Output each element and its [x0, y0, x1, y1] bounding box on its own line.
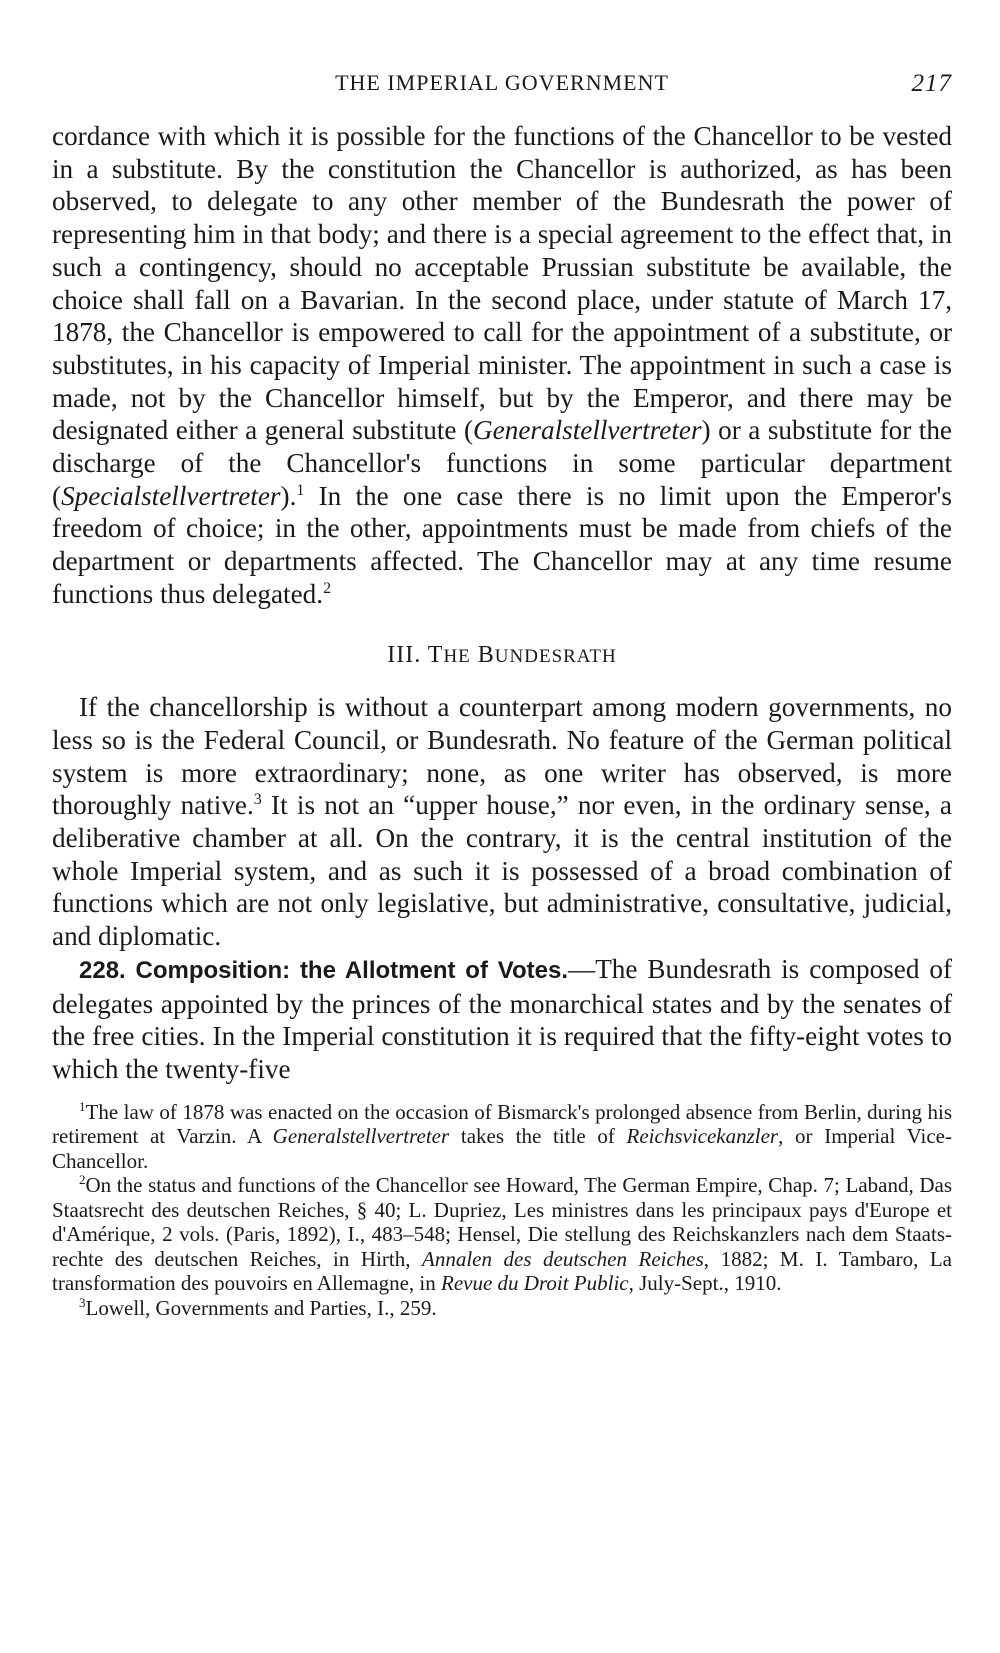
text-span: takes the title of: [449, 1124, 627, 1149]
text-span: ) or a substitute for the discharge of the Chancellor's functions in some particular department (: [52, 415, 952, 511]
footnote-3: [52, 1296, 952, 1321]
section-heading: [52, 639, 952, 674]
text-span: If the chancellorship is without a counterpart among modern governments, no less so is the Federal Council, or Bundesrath. No feature of the German political system is more extraordinary; none, as one writer has observed, is more thoroughly native.: [52, 692, 952, 821]
footnote-marker: 3: [79, 1294, 86, 1310]
text-span: cordance with which it is possible for the functions of the Chancellor to be vested in a substitute. By the constitution the Chancellor is authorized, as has been observed, to delegate to any other member of the Bundesrath the power of representing him in that body; and there is a special agreement to the effect that, in such a contingency, should no acceptable Prussian substitute be available, the choice shall fall on a Bavarian. In the second place, under statute of March 17, 1878, the Chancellor is empowered to call for the appointment of a substitute, or substitutes, in his capacity of Imperial minister. The appointment in such a case is made, not by the Chancellor himself, but by the Emperor, and there may be designated either a general substitute (: [52, 121, 952, 446]
footnote-ref-2: 2: [323, 579, 332, 597]
section-heading-initial: B: [470, 641, 495, 668]
text-span: The law of 1878 was enacted on the occasion of Bismarck's prolonged absence from Berlin, during his retirement at Varzin. A: [52, 1099, 952, 1149]
italic-title: Annalen des deutschen Reiches: [422, 1246, 704, 1271]
section-heading-smallcaps: UNDESRATH: [494, 645, 617, 667]
footnote-marker: 2: [79, 1172, 86, 1188]
footnotes: [52, 1100, 952, 1321]
text-span: It is not an “upper house,” nor even, in the ordinary sense, a deliberative chamber at all. On the contrary, it is the central institution of the whole Imperial system, and as such it is possessed of a broad combination of functions which are not only legislative, but administrative, consultative, judicial, and diplomatic.: [52, 790, 952, 952]
book-page: [52, 70, 952, 1320]
text-span: Lowell, Governments and Parties, I., 259.: [85, 1295, 437, 1320]
paragraph-chancellor-substitutes: [52, 120, 952, 611]
italic-term: Generalstellvertreter: [473, 415, 702, 446]
text-span: , 1882; M. I. Tambaro, La transformation des pouvoirs en Allemagne, in: [52, 1246, 952, 1296]
italic-title: Revue du Droit Public: [441, 1271, 629, 1296]
italic-term: Generalstellvertreter: [272, 1124, 450, 1149]
body-text: [52, 120, 952, 1086]
footnote-ref-1: 1: [296, 481, 305, 499]
text-span: , July-Sept., 1910.: [628, 1271, 782, 1296]
section-heading-start: III. T: [387, 641, 444, 668]
text-span: , or Imperial Vice-Chancellor.: [52, 1124, 952, 1173]
text-span: —The Bundesrath is composed of delegates appointed by the princes of the monarchical states and by the senates of the free cities. In the Imperial constitution it is required that the fifty-eight votes to which the twenty-five: [52, 953, 952, 1084]
running-title: THE IMPERIAL GOVERNMENT: [335, 70, 669, 95]
footnote-2: [52, 1173, 952, 1296]
footnote-1: [52, 1100, 952, 1174]
footnote-ref-3: 3: [253, 791, 262, 809]
paragraph-composition: [52, 953, 952, 1086]
text-span: ).: [280, 480, 297, 511]
italic-term: Specialstellvertreter: [61, 480, 281, 511]
paragraph-heading: 228. Composition: the Allotment of Votes.: [79, 956, 568, 984]
section-heading-smallcaps: HE: [443, 645, 471, 667]
italic-term: Reichsvicekanzler: [626, 1124, 779, 1149]
running-head: [52, 70, 952, 110]
text-span: On the status and functions of the Chancellor see Howard, The German Empire, Chap. 7; Laband, Das Staatsrecht des deutschen Reiches, § 40; L. Dupriez, Les ministres dans les principaux pays d'Europe et d'Amérique, 2 vols. (Paris, 1892), I., 483–548; Hensel, Die stellung des Reichskanzlers nach dem Staatsrechte des deutschen Reiches, in Hirth,: [52, 1173, 952, 1271]
footnote-marker: 1: [79, 1098, 86, 1114]
page-number: 217: [911, 70, 952, 97]
text-span: In the one case there is no limit upon the Emperor's freedom of choice; in the other, appointments must be made from chiefs of the department or departments affected. The Chancellor may at any time resume functions thus delegated.: [52, 480, 952, 609]
paragraph-bundesrath-intro: [52, 691, 952, 953]
